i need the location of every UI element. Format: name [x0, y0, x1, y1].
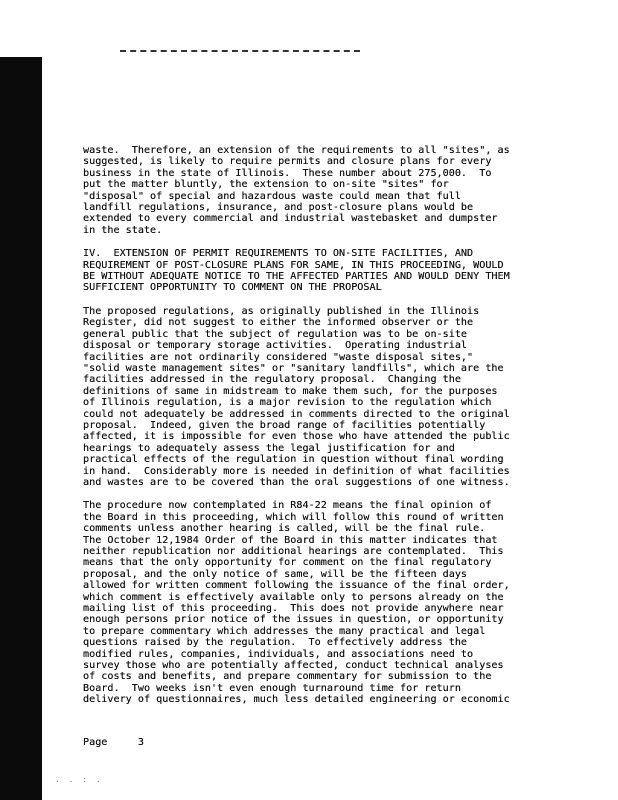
page-footer — [83, 737, 144, 748]
paragraph-continuation: waste. Therefore, an extension of the requirements to all "sites", as suggested, is likely to require permits and closure plans for every business in the state of Illinois. These number about 275,000. To put the matter bluntly, the extension to on-site "sites" for "disposal" of special and hazardous waste could mean that full landfill regulations, insurance, and post-closure plans would be extended to every commercial and industrial wastebasket and dumpster in the state. — [83, 145, 510, 236]
document-page — [83, 145, 603, 718]
section-heading-iv: IV. EXTENSION OF PERMIT REQUIREMENTS TO ON-SITE FACILITIES, AND REQUIREMENT OF POST-CLOSURE PLANS FOR SAME, IN THIS PROCEEDING, WOULD BE WITHOUT ADEQUATE NOTICE TO THE AFFECTED PARTIES AND WOULD DENY THEM SUFFICIENT OPPORTUNITY TO COMMENT ON THE PROPOSAL — [83, 248, 510, 294]
paragraph-notice: The proposed regulations, as originally published in the Illinois Register, did not suggest to either the informed observer or the general public that the subject of regulation was to be on-site disposal or temporary storage activities. Operating industrial facilities are not ordinarily considered "waste disposal sites," "solid waste management sites" or "sanitary landfills", which are the facilities addressed in the regulatory proposal. Changing the definitions of same in midstream to make them such, for the purposes of Illinois regulation, is a major revision to the regulation which could not adequately be addressed in comments directed to the original proposal. Indeed, given the broad range of facilities potentially affected, it is impossible for even those who have attended the public hearings to adequately assess the legal justification for and practical effects of the regulation in question without final wording in hand. Considerably more is needed in definition of what facilities and wastes are to be covered than the oral suggestions of one witness. — [83, 305, 510, 488]
scan-noise: . . : . — [55, 775, 103, 784]
page-number: 3 — [137, 737, 144, 748]
paragraph-procedure: The procedure now contemplated in R84-22 means the final opinion of the Board in this proceeding, which will follow this round of written comments unless another hearing is called, will be the final rule. The October 12,1984 Order of the Board in this matter indicates that neither republication nor additional hearings are contemplated. This means that the only opportunity for comment on the final regulatory proposal, and the only notice of same, will be the fifteen days allowed for written comment following the issuance of the final order, which comment is effectively available only to persons already on the mailing list of this proceeding. This does not provide anywhere near enough persons prior notice of the issues in question, or opportunity to prepare commentary which addresses the many practical and legal questions raised by the regulation. To effectively address the modified rules, companies, individuals, and associations need to survey those who are potentially affected, conduct technical analyses of costs and benefits, and prepare commentary for submission to the Board. Two weeks isn't even enough turnaround time for return delivery of questionnaires, much less detailed engineering or economic — [83, 500, 510, 706]
page-label: Page — [83, 737, 108, 748]
top-rule-line — [120, 50, 360, 52]
scan-edge-bar — [0, 57, 42, 800]
